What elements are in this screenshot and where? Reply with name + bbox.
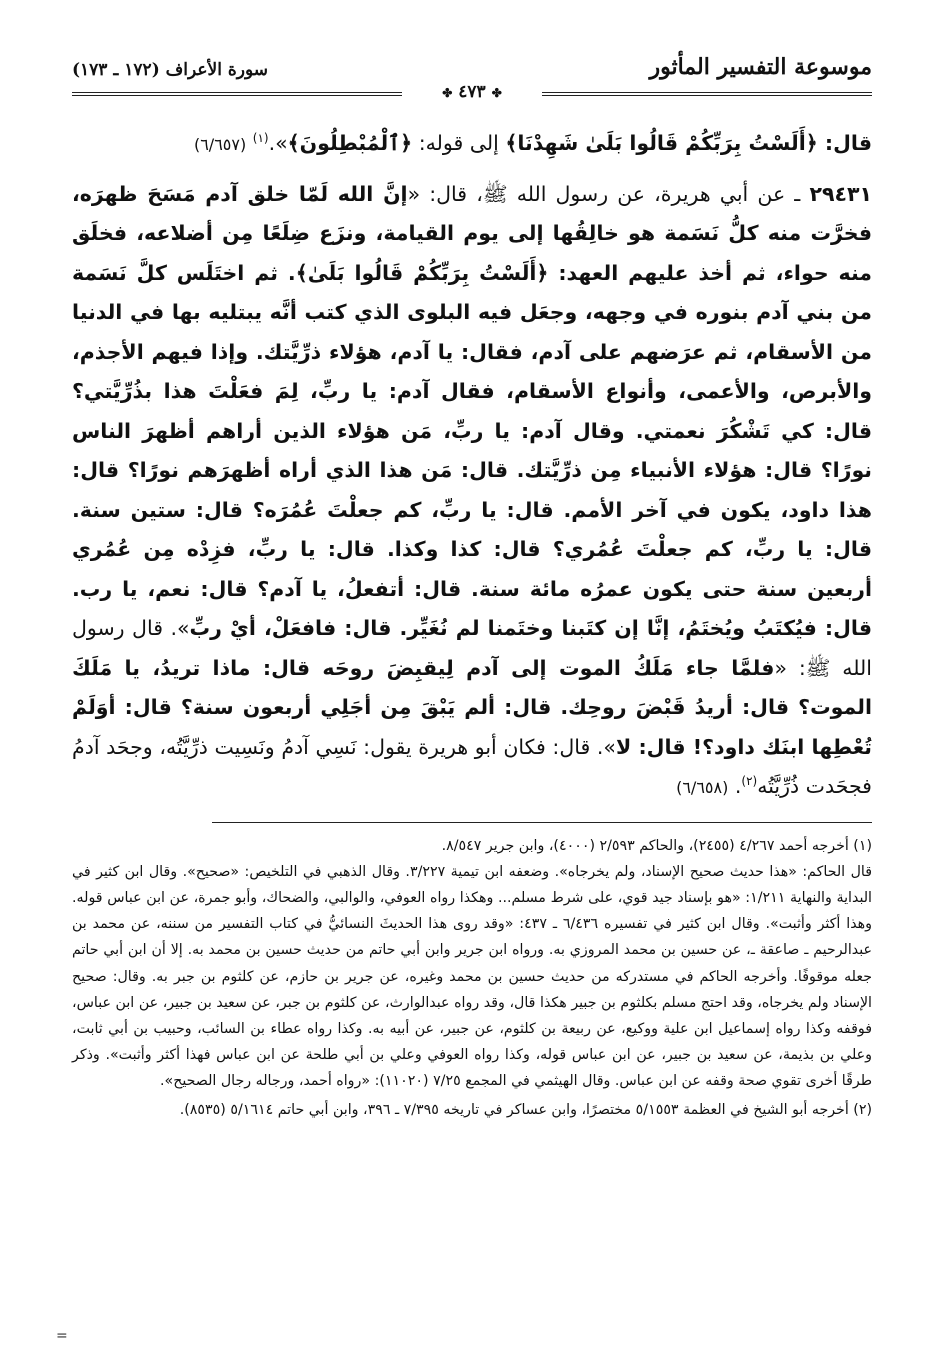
footnote-divider	[212, 822, 872, 823]
page-header	[72, 52, 872, 104]
hadith-mid: ». قال رسول الله ﷺ: «	[72, 616, 872, 680]
book-title: موسوعة التفسير المأثور	[649, 54, 872, 80]
hadith-body: فلمَّا جاء مَلَكُ الموت إلى آدم لِيقبِضَ روحَه قال: ماذا تريدُ، يا مَلَكَ الموت؟ قال: أريدُ قَبْضَ روحِك. قال: ألم يَبْقَ مِن أجَلِي أربعون سنة؟ قال: أوَلَمْ تُعْطِها ابنَك داود؟! قال: لا	[72, 655, 873, 759]
main-text	[72, 124, 872, 808]
footnotes	[72, 833, 872, 1123]
hadith-paragraph	[72, 175, 872, 808]
header-rule-right	[542, 92, 872, 96]
quran-verse: ﴿أَلَسْتُ بِرَبِّكُمْ قَالُوا بَلَىٰ﴾	[295, 260, 549, 285]
footnote-2: (٢) أخرجه أبو الشيخ في العظمة ٥/١٥٥٣ مختصرًا، وابن عساكر في تاريخه ٧/٣٩٥ ـ ٣٩٦، وابن أبي حاتم ٥/١٦١٤ (٨٥٣٥).	[179, 1101, 872, 1118]
ornament-icon: ✤	[491, 86, 502, 100]
hadith-body: . ثم اختَلَس كلَّ نَسَمة من بني آدم بنوره في وجهه، وجعَل فيه البلوى الذي كتب أنَّه يبتليه بها في الدنيا من الأسقام، ثم عرَضهم على آدم، فقال: يا آدم، هؤلاء ذرِّيَّتك. وإذا فيهم الأجذم، والأبرص، والأعمى، وأنواع الأسقام، فقال آدم: يا ربِّ، لِمَ فعَلْتَ هذا بذُرِّيَّتي؟ قال: كي تَشْكُرَ نعمتي. وقال آدم: يا ربِّ، مَن هؤلاء الذين أراهم أظهرَ الناس نورًا؟ قال: هؤلاء الأنبياء مِن ذرِّيَّتك. قال: مَن هذا الذي أراه أظهرَهم نورًا؟ قال: هذا داود، يكون في آخر الأمم. قال: يا ربِّ، كم جعلْتَ عُمُرَه؟ قال: ستين سنة. قال: يا ربِّ، كم جعلْتَ عُمُري؟ قال: كذا وكذا. قال: يا ربِّ، فزِدْه مِن عُمُري أربعين سنة حتى يكون عمرُه مائة سنة. قال: أتفعلُ، يا آدم؟ قال: نعم، يا رب. قال: فيُكتَبُ ويُختَمُ، إنَّا إن كتَبنا وختَمنا لم نُغَيِّر. قال: فافعَلْ، أيْ ربِّ	[72, 260, 872, 640]
hadith-number: ٢٩٤٣١	[809, 181, 872, 206]
intro-mid: إلى قوله:	[412, 131, 506, 155]
margin-mark: =	[56, 1328, 68, 1344]
hadith-end-punct: .	[734, 774, 742, 798]
footnote-mark: (٢)	[741, 774, 758, 789]
hadith-body: إنَّ الله لَمّا خلق آدم مَسَحَ ظهرَه، فخرَّت منه كلُّ نَسَمة هو خالِقُها إلى يوم القيامة، ونزَع ضِلَعًا مِن أضلاعه، فخلَق منه حواء، ثم أخذ عليهم العهد:	[72, 181, 873, 285]
intro-end: ».	[268, 131, 288, 155]
intro-paragraph	[72, 124, 872, 165]
quran-verse: ﴿ٱلْمُبْطِلُونَ﴾	[287, 131, 413, 155]
quran-verse: ﴿أَلَسْتُ بِرَبِّكُمْ قَالُوا بَلَىٰ شَهِدْنَا﴾	[505, 131, 818, 155]
hadith-end: ». قال: فكان أبو هريرة يقول: نَسِي آدمُ ونَسِيت ذرِّيَّتُه، وجحَد آدمُ فجحَدت ذُرِّيَّتُه	[72, 734, 872, 798]
footnote-mark: (١)	[252, 131, 269, 146]
intro-lead: قال:	[817, 131, 872, 155]
page	[72, 52, 872, 1352]
volume-reference: (٦/٦٥٧)	[193, 135, 247, 154]
header-rule-left	[72, 92, 402, 96]
hadith-lead: ـ عن أبي هريرة، عن رسول الله ﷺ، قال: «	[407, 181, 810, 206]
volume-reference: (٦/٦٥٨)	[676, 778, 729, 797]
footnote-1-commentary: قال الحاكم: «هذا حديث صحيح الإسناد، ولم يخرجاه». وضعفه ابن تيمية ٣/٢٢٧. وقال الذهبي في التلخيص: «صحيح». وقال ابن كثير في البداية والنهاية ١/٢١١: «هو بإسناد جيد قوي، على شرط مسلم... وهكذا رواه العوفي، والوالبي، والضحاك، وأبو جمرة، عن ابن عباس قوله. وهذا أكثر وأثبت». وقال ابن كثير في تفسيره ٦/٤٣٦ ـ ٤٣٧: «وقد روى هذا الحديثَ النسائيُّ في كتاب التفسير من سننه، عن محمد بن عبدالرحيم ـ صاعقة ـ، عن حسين بن محمد المروزي به. ورواه ابن جرير وابن أبي حاتم من حديث حسين بن محمد به. إلا أن ابن أبي حاتم جعله موقوفًا. وأخرجه الحاكم في مستدركه من حديث حسين بن محمد وغيره، عن جرير بن حازم، عن كلثوم بن جبر به. وقال: صحيح الإسناد ولم يخرجاه، وقد احتج مسلم بكلثوم بن جبير هكذا قال، وقد رواه عبدالوارث، عن كلثوم بن جبر، عن سعيد بن جبير، عن ابن عباس، فوقفه وكذا رواه إسماعيل ابن علية ووكيع، عن ربيعة بن كلثوم، عن جبير، عن أبيه به. وكذا رواه عطاء بن السائب، وحبيب بن أبي ثابت، وعلي بن بذيمة، عن سعيد بن جبير، عن ابن عباس قوله، وكذا رواه العوفي وعلي بن أبي طلحة عن ابن عباس فهذا أكثر وأثبت». وذكر طرقًا أخرى تقوي صحة وقفه عن ابن عباس. وقال الهيثمي في المجمع ٧/٢٥ (١١٠٢٠): «رواه أحمد، ورجاله رجال الصحيح».	[72, 863, 872, 1090]
page-number-text: ٤٧٣	[458, 82, 486, 102]
ornament-icon: ✤	[442, 86, 453, 100]
surah-title: سورة الأعراف (١٧٢ ـ ١٧٣)	[72, 60, 268, 80]
footnote-1: (١) أخرجه أحمد ٤/٢٦٧ (٢٤٥٥)، والحاكم ٢/٥٩٣ (٤٠٠٠)، وابن جرير ٨/٥٤٧.	[441, 837, 872, 854]
